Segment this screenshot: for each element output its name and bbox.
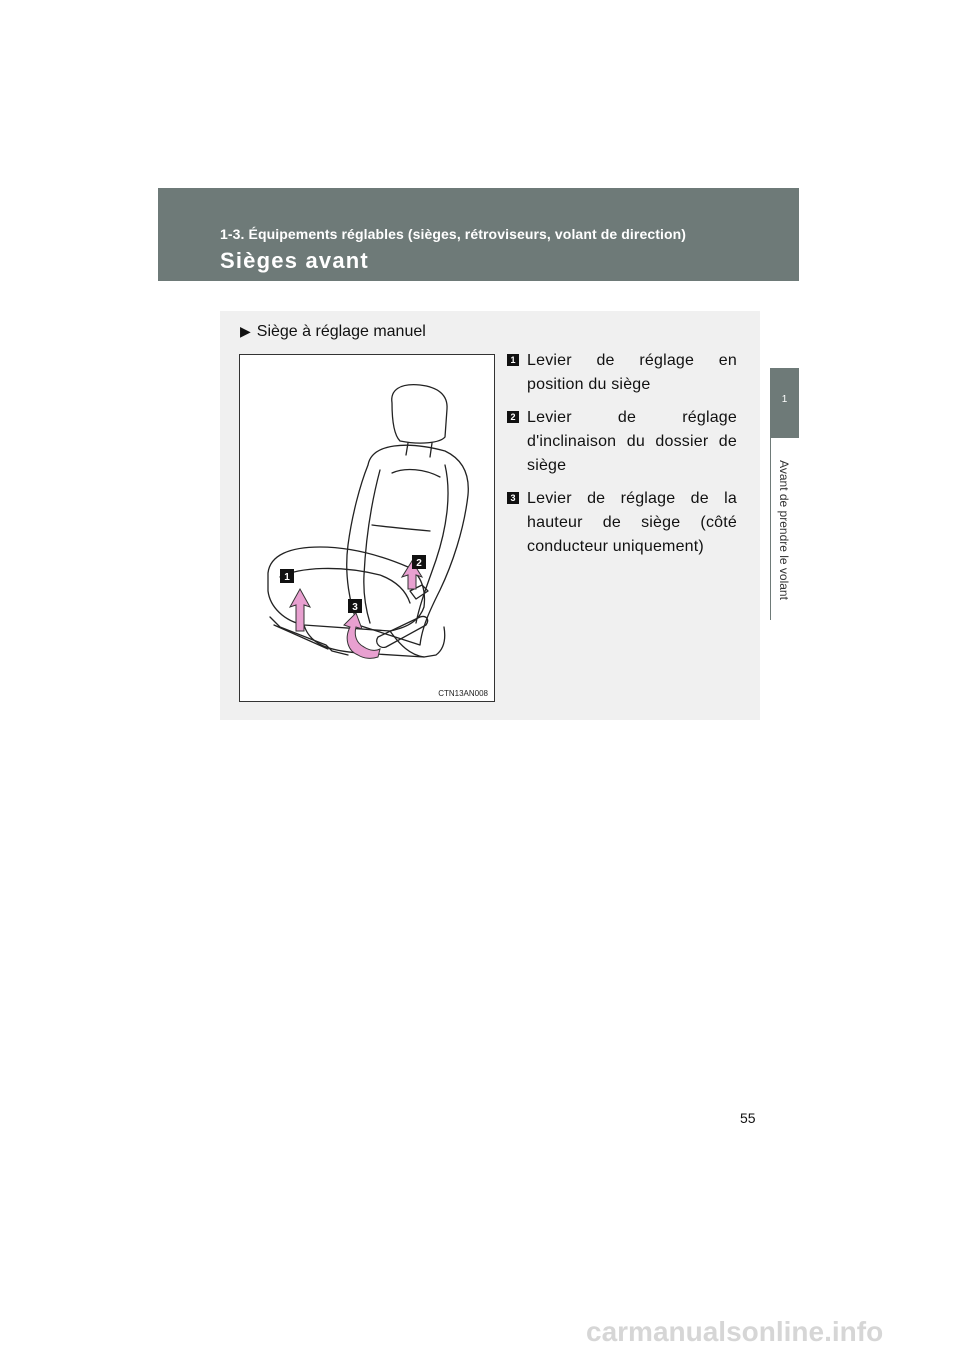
svg-text:1: 1 xyxy=(284,572,290,583)
headrest-shape xyxy=(392,385,447,443)
svg-text:3: 3 xyxy=(352,602,358,613)
backrest-bolster-left xyxy=(364,470,380,623)
page-number: 55 xyxy=(740,1110,756,1126)
chapter-title-vertical: Avant de prendre le volant xyxy=(777,460,791,600)
backrest-bolster-right xyxy=(416,465,448,623)
content-box xyxy=(220,311,760,720)
svg-text:2: 2 xyxy=(416,558,422,569)
callout-badge-2 xyxy=(412,555,426,569)
item-list xyxy=(507,349,737,568)
headrest-post-back xyxy=(430,443,432,457)
triangle-bullet-icon: ▶ xyxy=(240,323,251,339)
item-text: Levier de réglage en position du siège xyxy=(527,352,737,393)
seat-illustration xyxy=(239,354,495,702)
list-item xyxy=(507,349,737,397)
callout-badge-1 xyxy=(280,569,294,583)
backrest-lumbar-seam xyxy=(372,525,430,531)
page-title: Sièges avant xyxy=(220,248,369,273)
callout-badge-3 xyxy=(348,599,362,613)
list-item xyxy=(507,487,737,559)
chapter-number: 1 xyxy=(781,394,788,405)
item-text: Levier de réglage d'inclinaison du dossier de siège xyxy=(527,409,737,474)
subheading-text: Siège à réglage manuel xyxy=(256,323,426,340)
list-item xyxy=(507,406,737,478)
number-badge: 3 xyxy=(507,492,519,504)
number-badge: 2 xyxy=(507,411,519,423)
footer-watermark[interactable]: carmanualsonline.info xyxy=(586,1316,884,1347)
subheading xyxy=(240,323,426,341)
chapter-tab xyxy=(770,368,799,438)
number-badge: 1 xyxy=(507,354,519,366)
item-text: Levier de réglage de la hauteur de siège (côté conducteur uniquement) xyxy=(527,490,737,555)
chapter-header xyxy=(158,188,799,281)
backrest-center-seam xyxy=(392,470,440,477)
section-label: 1-3. Équipements réglables (sièges, rétroviseurs, volant de direction) xyxy=(220,226,687,242)
backrest-shape xyxy=(347,445,469,645)
figure-code: CTN13AN008 xyxy=(438,689,488,698)
seat-drawing xyxy=(240,355,494,701)
seat-side-trim xyxy=(390,627,445,657)
